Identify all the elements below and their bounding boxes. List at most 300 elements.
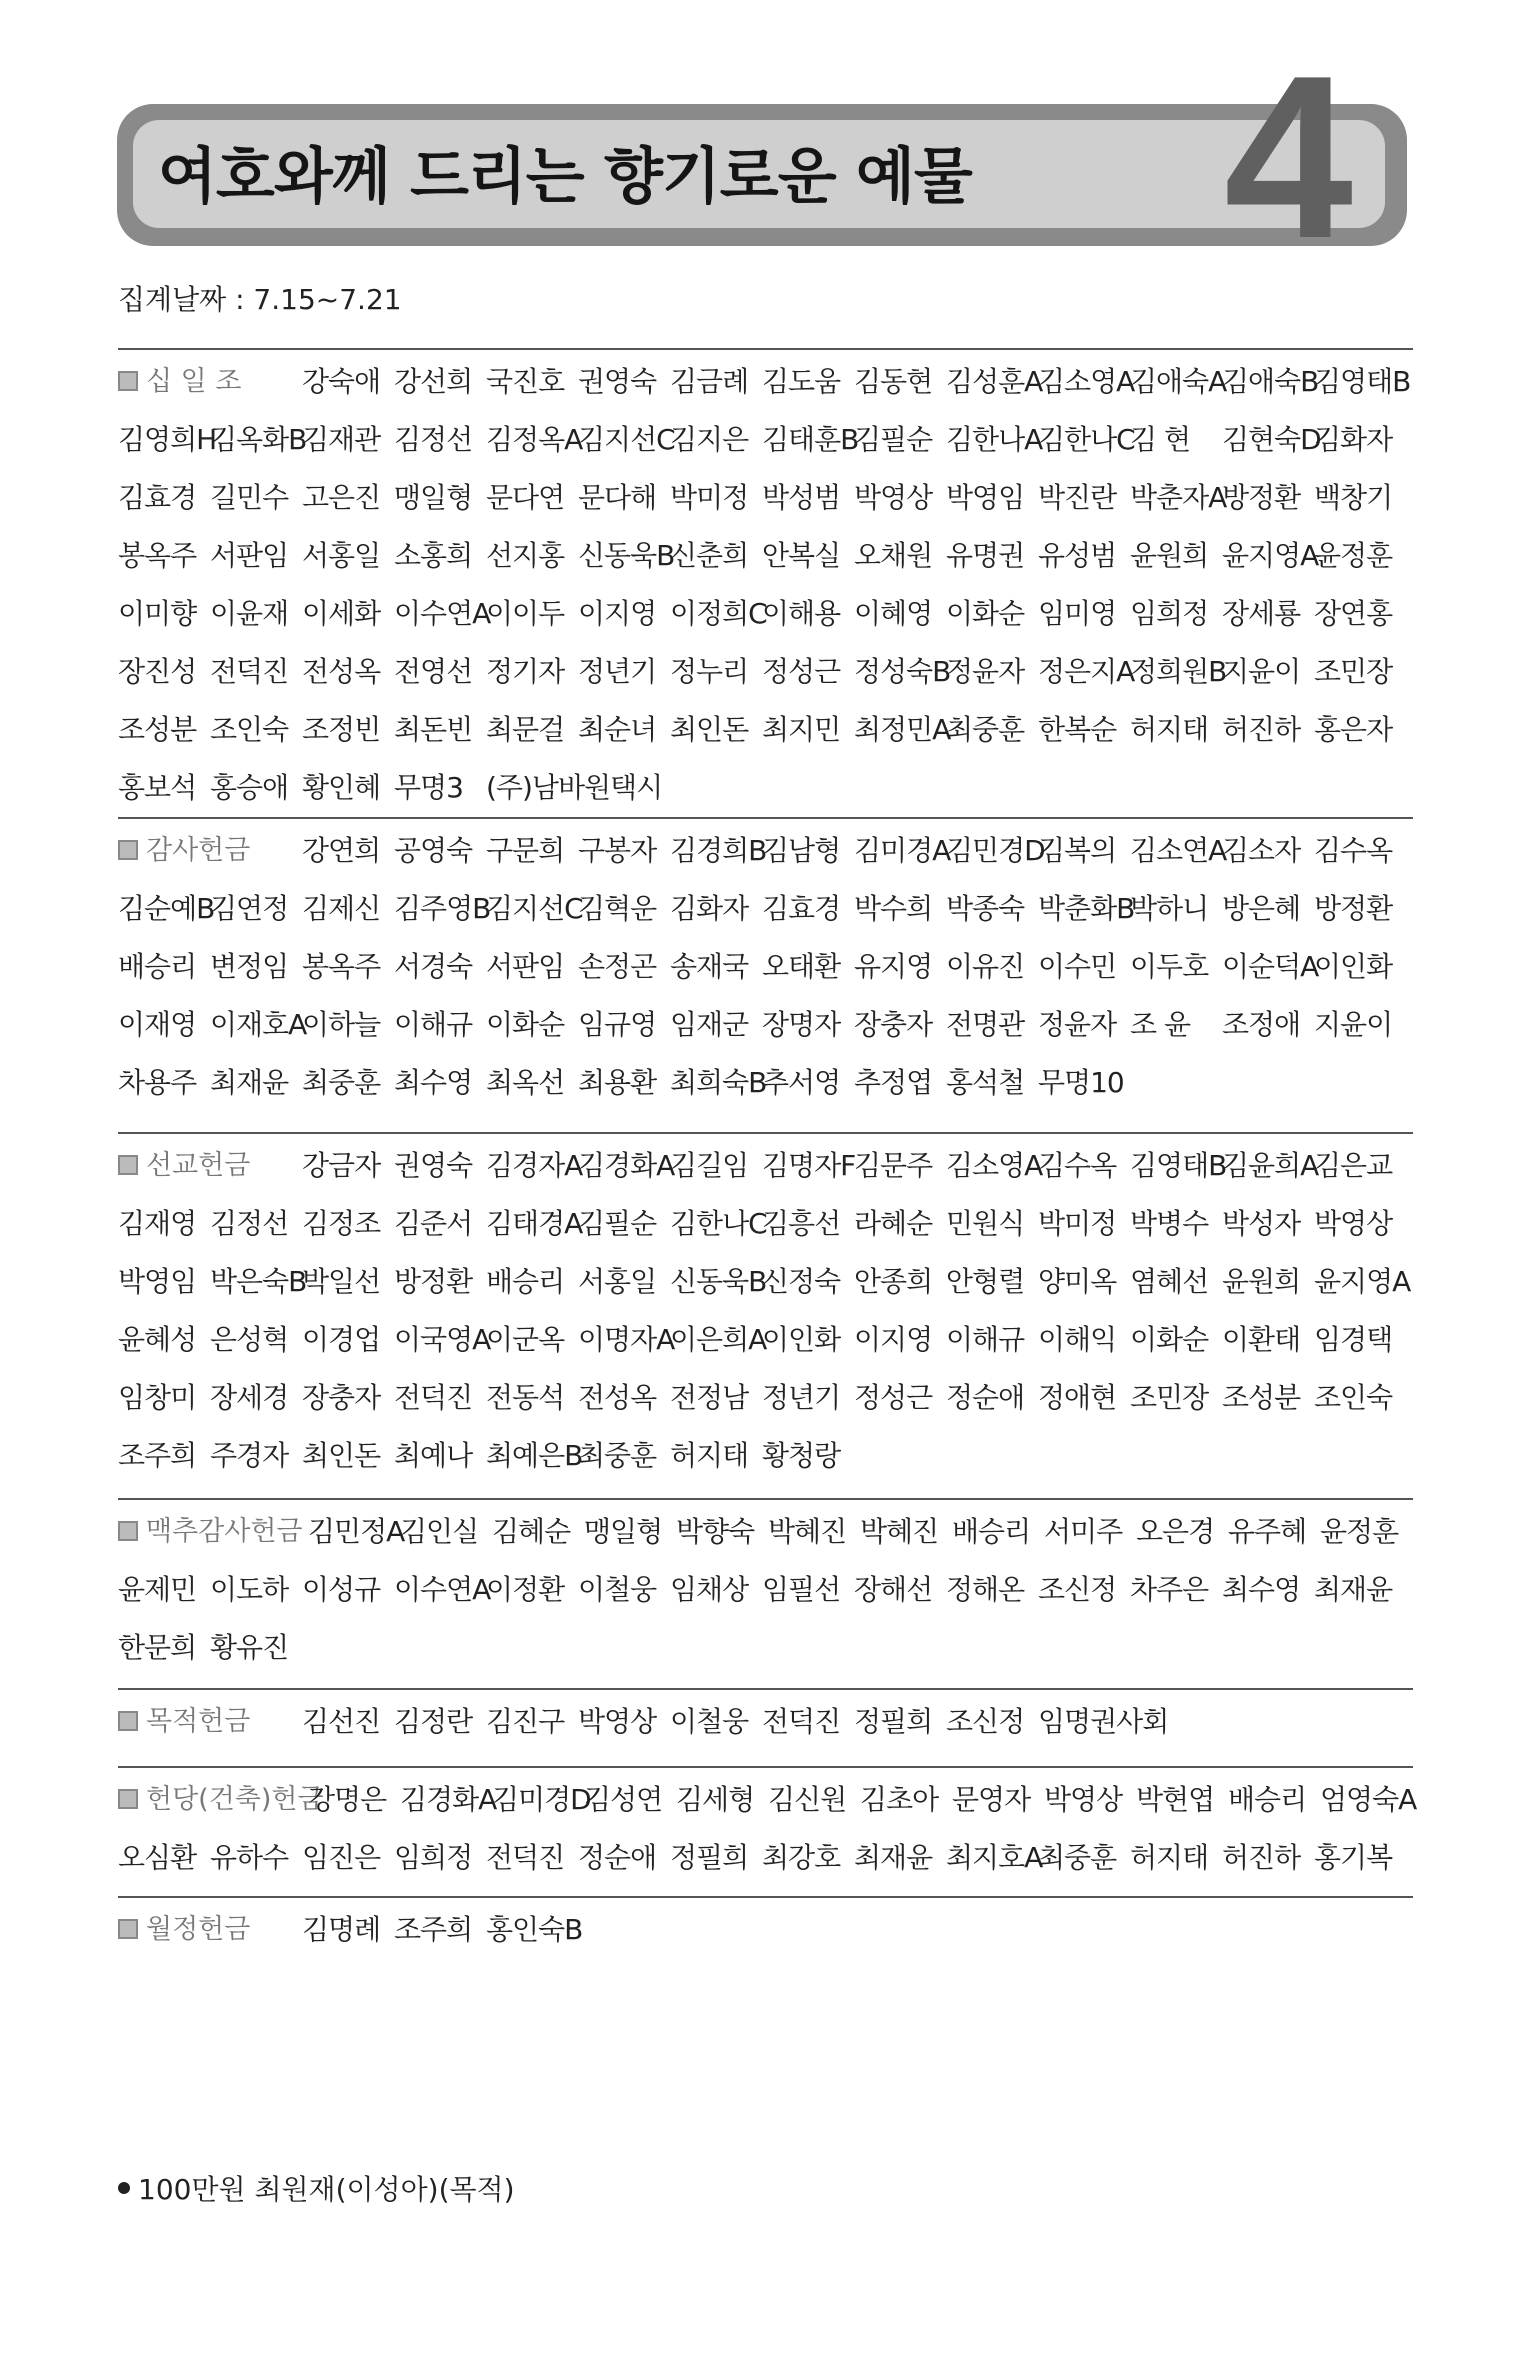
donor-name: 서판임 [210, 539, 289, 572]
section-label-text: 목적헌금 [146, 1706, 251, 1737]
donor-name: 김준서 [394, 1207, 473, 1240]
donor-name: 허지태 [670, 1439, 749, 1472]
donor-name: 서판임 [486, 950, 565, 983]
donor-name: 이환태 [1222, 1323, 1301, 1356]
name-row [118, 1512, 1413, 1552]
donor-name: 임재군 [670, 1008, 749, 1041]
donor-name: 박영임 [946, 481, 1025, 514]
donor-name: 이해익 [1038, 1323, 1117, 1356]
donor-name: 김주영B [394, 892, 491, 925]
donor-name: 김소연A [1130, 834, 1227, 867]
section-monthly [118, 1896, 1413, 1946]
donor-name: 김영태B [1130, 1149, 1227, 1182]
section-label-text: 감사헌금 [146, 835, 251, 866]
donor-name: 소홍희 [394, 539, 473, 572]
donor-name: 장진성 [118, 655, 197, 688]
donor-name: 박영임 [118, 1265, 197, 1298]
donor-name: 허지태 [1130, 713, 1209, 746]
donor-name: 홍은자 [1314, 713, 1393, 746]
donor-name: 윤제민 [118, 1573, 197, 1606]
donor-name: 김수옥 [1038, 1149, 1117, 1182]
donor-name: 차주은 [1130, 1573, 1209, 1606]
donor-name: 김 현 [1130, 423, 1190, 456]
donor-name: 이세화 [302, 597, 381, 630]
donor-name: 무명3 [394, 771, 463, 804]
donor-name: 홍보석 [118, 771, 197, 804]
donor-name: 김영희H [118, 423, 217, 456]
donor-name: 유하수 [210, 1841, 289, 1874]
donor-name: 정윤자 [946, 655, 1025, 688]
donor-name: 변정임 [210, 950, 289, 983]
donor-name: 김명례 [302, 1913, 381, 1946]
donor-name: 김혜순 [492, 1515, 571, 1548]
section-label-text: 십 일 조 [146, 366, 242, 397]
donor-name: 조신정 [946, 1705, 1025, 1738]
donor-name: 공영숙 [394, 834, 473, 867]
donor-name: 박영상 [854, 481, 933, 514]
donor-name: 조인숙 [1314, 1381, 1393, 1414]
donor-name: 이유진 [946, 950, 1025, 983]
donor-name: 김순예B [118, 892, 215, 925]
name-row [118, 362, 1413, 402]
donor-name: 정해온 [946, 1573, 1025, 1606]
donor-name: 이정희C [670, 597, 767, 630]
donor-name: 선지홍 [486, 539, 565, 572]
donor-name: 김지선C [578, 423, 675, 456]
donor-name: 김한나C [1038, 423, 1135, 456]
donor-name: 윤정훈 [1320, 1515, 1399, 1548]
donor-name: 김화자 [670, 892, 749, 925]
donor-name: 최희숙B [670, 1066, 767, 1099]
name-row [118, 768, 1413, 808]
donor-name: 김수옥 [1314, 834, 1393, 867]
donor-name: 김명자F [762, 1149, 856, 1182]
donor-name: 강명은 [308, 1783, 387, 1816]
donor-name: 박병수 [1130, 1207, 1209, 1240]
donor-name: 박미정 [1038, 1207, 1117, 1240]
donor-name: 이인화 [1314, 950, 1393, 983]
donor-name: 홍기복 [1314, 1841, 1393, 1874]
page-title: 여호와께 드리는 향기로운 예물 [158, 141, 972, 212]
donor-name: 최문걸 [486, 713, 565, 746]
donor-name: 윤혜성 [118, 1323, 197, 1356]
donor-name: 이화순 [486, 1008, 565, 1041]
name-row [118, 1204, 1413, 1244]
donor-name: 이도하 [210, 1573, 289, 1606]
name-row [118, 1378, 1413, 1418]
donor-name: 임희정 [1130, 597, 1209, 630]
donor-name: 방정환 [394, 1265, 473, 1298]
donor-name: 엄영숙A [1320, 1783, 1417, 1816]
donor-name: 길민수 [210, 481, 289, 514]
donor-name: 김태경A [486, 1207, 583, 1240]
donor-name: 권영숙 [578, 365, 657, 398]
donor-name: 김미경D [492, 1783, 591, 1816]
donor-name: 조신정 [1038, 1573, 1117, 1606]
donor-name: 박혜진 [860, 1515, 939, 1548]
section-harvest-thanksgiving [118, 1498, 1413, 1664]
donor-name: 최지호A [946, 1841, 1043, 1874]
donor-name: 최중훈 [1038, 1841, 1117, 1874]
donor-name: 배승리 [486, 1265, 565, 1298]
donor-name: 유명권 [946, 539, 1025, 572]
donor-name: 김소영A [1038, 365, 1135, 398]
donor-name: 정년기 [762, 1381, 841, 1414]
donor-name: 최정민A [854, 713, 951, 746]
donor-name: 김한나A [946, 423, 1043, 456]
donor-name: 이미향 [118, 597, 197, 630]
donor-name: 오채원 [854, 539, 933, 572]
donor-name: 주경자 [210, 1439, 289, 1472]
donor-name: 김제신 [302, 892, 381, 925]
donor-name: 임희정 [394, 1841, 473, 1874]
section-tithe [118, 348, 1413, 804]
donor-name: 김경자A [486, 1149, 583, 1182]
donor-name: 고은진 [302, 481, 381, 514]
donor-name: 김소자 [1222, 834, 1301, 867]
donor-name: 장연홍 [1314, 597, 1393, 630]
donor-name: 서홍일 [578, 1265, 657, 1298]
name-row [118, 1320, 1413, 1360]
donor-name: 장충자 [302, 1381, 381, 1414]
donor-name: 박춘화B [1038, 892, 1135, 925]
donor-name: 조인숙 [210, 713, 289, 746]
donor-name: 최중훈 [578, 1439, 657, 1472]
donor-name: 김혁운 [578, 892, 657, 925]
donor-name: 추서영 [762, 1066, 841, 1099]
donor-name: 장명자 [762, 1008, 841, 1041]
donor-name: 김세형 [676, 1783, 755, 1816]
donor-name: 김금례 [670, 365, 749, 398]
special-note [118, 2168, 515, 2208]
donor-name: 홍석철 [946, 1066, 1025, 1099]
section-thanksgiving [118, 817, 1413, 1099]
donor-name: 이인화 [762, 1323, 841, 1356]
donor-name: 장세룡 [1222, 597, 1301, 630]
donor-name: 전명관 [946, 1008, 1025, 1041]
donor-name: 안복실 [762, 539, 841, 572]
donor-name: 윤정훈 [1314, 539, 1393, 572]
donor-name: 임규영 [578, 1008, 657, 1041]
donor-name: 오은경 [1136, 1515, 1215, 1548]
donor-name: 전성옥 [578, 1381, 657, 1414]
donor-name: 문다해 [578, 481, 657, 514]
donor-name: 최수영 [1222, 1573, 1301, 1606]
donor-name: 김필순 [578, 1207, 657, 1240]
donor-name: 배승리 [952, 1515, 1031, 1548]
donor-name: 김재관 [302, 423, 381, 456]
donor-name: 지윤이 [1314, 1008, 1393, 1041]
donor-name: 유성범 [1038, 539, 1117, 572]
donor-name: 문영자 [952, 1783, 1031, 1816]
donor-name: 김정옥A [486, 423, 583, 456]
donor-name: 이하늘 [302, 1008, 381, 1041]
donor-name: 전동석 [486, 1381, 565, 1414]
donor-name: 이국영A [394, 1323, 491, 1356]
donor-name: 정필희 [854, 1705, 933, 1738]
name-row [118, 1838, 1413, 1878]
donor-name: 최중훈 [302, 1066, 381, 1099]
name-row [118, 594, 1413, 634]
donor-name: 이경업 [302, 1323, 381, 1356]
donor-name: 최인돈 [670, 713, 749, 746]
donor-name: 조민장 [1130, 1381, 1209, 1414]
donor-name: 박종숙 [946, 892, 1025, 925]
donor-name: 맹일형 [584, 1515, 663, 1548]
donor-name: 신동욱B [578, 539, 675, 572]
donor-name: 염혜선 [1130, 1265, 1209, 1298]
donor-name: 김동현 [854, 365, 933, 398]
donor-name: 김영태B [1314, 365, 1411, 398]
donor-name: 이재영 [118, 1008, 197, 1041]
donor-name: 정필희 [670, 1841, 749, 1874]
donor-name: 이수연A [394, 1573, 491, 1606]
donor-name: 양미옥 [1038, 1265, 1117, 1298]
donor-name: 서홍일 [302, 539, 381, 572]
donor-name: 홍승애 [210, 771, 289, 804]
donor-name: 전성옥 [302, 655, 381, 688]
donor-name: 김재영 [118, 1207, 197, 1240]
name-row [118, 947, 1413, 987]
section-number: 4 [1224, 28, 1354, 287]
donor-name: 윤지영A [1314, 1265, 1411, 1298]
section-label-text: 월정헌금 [146, 1914, 251, 1945]
donor-name: 봉옥주 [302, 950, 381, 983]
donor-name: 방정환 [1222, 481, 1301, 514]
donor-name: 박혜진 [768, 1515, 847, 1548]
donor-name: 김효경 [762, 892, 841, 925]
donor-name: 이은희A [670, 1323, 767, 1356]
name-row [118, 1063, 1413, 1103]
donor-name: 윤지영A [1222, 539, 1319, 572]
donor-name: 최재윤 [1314, 1573, 1393, 1606]
name-row [118, 1146, 1413, 1186]
donor-name: 정기자 [486, 655, 565, 688]
donor-name: 최재윤 [854, 1841, 933, 1874]
donor-name: 맹일형 [394, 481, 473, 514]
donor-name: 구문희 [486, 834, 565, 867]
donor-name: 은성혁 [210, 1323, 289, 1356]
name-row [118, 831, 1413, 871]
donor-name: 지윤이 [1222, 655, 1301, 688]
donor-name: 김신원 [768, 1783, 847, 1816]
donor-name: 조정빈 [302, 713, 381, 746]
donor-name: 강숙애 [302, 365, 381, 398]
donor-name: 김도움 [762, 365, 841, 398]
donor-name: 최옥선 [486, 1066, 565, 1099]
donor-name: 이화순 [1130, 1323, 1209, 1356]
donor-name: 정순애 [946, 1381, 1025, 1414]
name-row [118, 1262, 1413, 1302]
donor-name: 김은교 [1314, 1149, 1393, 1182]
donor-name: 임필선 [762, 1573, 841, 1606]
donor-name: 홍인숙B [486, 1913, 583, 1946]
donor-name: 황청랑 [762, 1439, 841, 1472]
donor-name: 박영상 [1044, 1783, 1123, 1816]
donor-name: 김옥화B [210, 423, 307, 456]
donor-name: 송재국 [670, 950, 749, 983]
name-row [118, 536, 1413, 576]
donor-name: 김연정 [210, 892, 289, 925]
donor-name: 김효경 [118, 481, 197, 514]
donor-name: 최예은B [486, 1439, 583, 1472]
donor-name: 서경숙 [394, 950, 473, 983]
donor-name: 손정곤 [578, 950, 657, 983]
donor-name: 김정조 [302, 1207, 381, 1240]
donor-name: 정윤자 [1038, 1008, 1117, 1041]
donor-name: 정성근 [854, 1381, 933, 1414]
donor-name: 신춘희 [670, 539, 749, 572]
donor-name: 장해선 [854, 1573, 933, 1606]
donor-name: 이순덕A [1222, 950, 1319, 983]
donor-name: 강금자 [302, 1149, 381, 1182]
donor-name: 이해규 [946, 1323, 1025, 1356]
name-row [118, 1436, 1413, 1476]
donor-name: 김태훈B [762, 423, 859, 456]
bullet-icon [118, 2182, 130, 2194]
donor-name: 이재호A [210, 1008, 307, 1041]
donor-name: 최순녀 [578, 713, 657, 746]
name-row [118, 710, 1413, 750]
donor-name: 박영상 [578, 1705, 657, 1738]
donor-name: 신동욱B [670, 1265, 767, 1298]
donor-name: 이철웅 [578, 1573, 657, 1606]
donor-name: 박현엽 [1136, 1783, 1215, 1816]
donor-name: 조 윤 [1130, 1008, 1190, 1041]
donor-name: 김성연 [584, 1783, 663, 1816]
donor-name: 조성분 [1222, 1381, 1301, 1414]
donor-name: 조민장 [1314, 655, 1393, 688]
donor-name: 오태환 [762, 950, 841, 983]
donor-name: 허진하 [1222, 1841, 1301, 1874]
donor-name: 이두호 [1130, 950, 1209, 983]
donor-name: 최강호 [762, 1841, 841, 1874]
tally-date: 집계날짜 : 7.15~7.21 [118, 283, 402, 316]
donor-name: 조주희 [118, 1439, 197, 1472]
name-row [118, 1910, 1413, 1950]
name-row [118, 1702, 1413, 1742]
donor-name: 김민경D [946, 834, 1045, 867]
donor-name: 황유진 [210, 1631, 289, 1664]
name-row [118, 420, 1413, 460]
donor-name: 이수연A [394, 597, 491, 630]
donor-name: 임진은 [302, 1841, 381, 1874]
donor-name: 박하니 [1130, 892, 1209, 925]
donor-name: 조주희 [394, 1913, 473, 1946]
donor-name: 최돈빈 [394, 713, 473, 746]
donor-name: 허진하 [1222, 713, 1301, 746]
donor-name: 정성숙B [854, 655, 951, 688]
donor-name: 신정숙 [762, 1265, 841, 1298]
name-row [118, 1570, 1413, 1610]
donor-name: 김길임 [670, 1149, 749, 1182]
donor-name: 이해규 [394, 1008, 473, 1041]
section-mission [118, 1132, 1413, 1472]
section-designated [118, 1688, 1413, 1738]
donor-name: 차용주 [118, 1066, 197, 1099]
donor-name: 이이두 [486, 597, 565, 630]
donor-name: 박일선 [302, 1265, 381, 1298]
donor-name: 김미경A [854, 834, 951, 867]
donor-name: 이지영 [854, 1323, 933, 1356]
donor-name: 임명권사회 [1038, 1705, 1169, 1738]
donor-name: 정순애 [578, 1841, 657, 1874]
donor-name: 국진호 [486, 365, 565, 398]
donor-name: 임미영 [1038, 597, 1117, 630]
donor-name: 한문희 [118, 1631, 197, 1664]
donor-name: 정년기 [578, 655, 657, 688]
donor-name: 김남형 [762, 834, 841, 867]
donor-name: 윤원희 [1222, 1265, 1301, 1298]
donor-name: 안형렬 [946, 1265, 1025, 1298]
donor-name: 방은혜 [1222, 892, 1301, 925]
donor-name: 유지영 [854, 950, 933, 983]
donor-name: 최예나 [394, 1439, 473, 1472]
donor-name: 조성분 [118, 713, 197, 746]
donor-name: 이해용 [762, 597, 841, 630]
donor-name: 김진구 [486, 1705, 565, 1738]
name-row [118, 1005, 1413, 1045]
donor-name: 이정환 [486, 1573, 565, 1606]
donor-name: 김필순 [854, 423, 933, 456]
donor-name: 김지선C [486, 892, 583, 925]
donor-name: 박춘자A [1130, 481, 1227, 514]
donor-name: 정은지A [1038, 655, 1135, 688]
donor-name: 라혜순 [854, 1207, 933, 1240]
donor-name: 이지영 [578, 597, 657, 630]
special-note-text: 100만원 최원재(이성아)(목적) [138, 2173, 515, 2206]
donor-name: 박영상 [1314, 1207, 1393, 1240]
donor-name: 박수희 [854, 892, 933, 925]
donor-name: 임경택 [1314, 1323, 1393, 1356]
donor-name: 임채상 [670, 1573, 749, 1606]
donor-name: 최인돈 [302, 1439, 381, 1472]
donor-name: 배승리 [1228, 1783, 1307, 1816]
donor-name: 봉옥주 [118, 539, 197, 572]
donor-name: (주)남바원택시 [486, 771, 663, 804]
donor-name: 김경희B [670, 834, 767, 867]
name-row [118, 478, 1413, 518]
donor-name: 박미정 [670, 481, 749, 514]
section-building [118, 1766, 1417, 1874]
donor-name: 장세경 [210, 1381, 289, 1414]
donor-name: 김정선 [394, 423, 473, 456]
donor-name: 강연희 [302, 834, 381, 867]
donor-name: 김한나C [670, 1207, 767, 1240]
donor-name: 전덕진 [486, 1841, 565, 1874]
donor-name: 이명자A [578, 1323, 675, 1356]
donor-name: 이철웅 [670, 1705, 749, 1738]
donor-name: 배승리 [118, 950, 197, 983]
donor-name: 김애숙B [1222, 365, 1319, 398]
donor-name: 김초아 [860, 1783, 939, 1816]
donor-name: 박성범 [762, 481, 841, 514]
donor-name: 전영선 [394, 655, 473, 688]
donor-name: 김인실 [400, 1515, 479, 1548]
donor-name: 김소영A [946, 1149, 1043, 1182]
donor-name: 안종희 [854, 1265, 933, 1298]
name-row [118, 889, 1413, 929]
name-row [118, 652, 1413, 692]
donor-name: 정성근 [762, 655, 841, 688]
donor-name: 무명10 [1038, 1066, 1124, 1099]
donor-name: 이혜영 [854, 597, 933, 630]
donor-name: 김문주 [854, 1149, 933, 1182]
donor-name: 김윤희A [1222, 1149, 1319, 1182]
donor-name: 김성훈A [946, 365, 1043, 398]
donor-name: 전정남 [670, 1381, 749, 1414]
donor-name: 김경화A [578, 1149, 675, 1182]
